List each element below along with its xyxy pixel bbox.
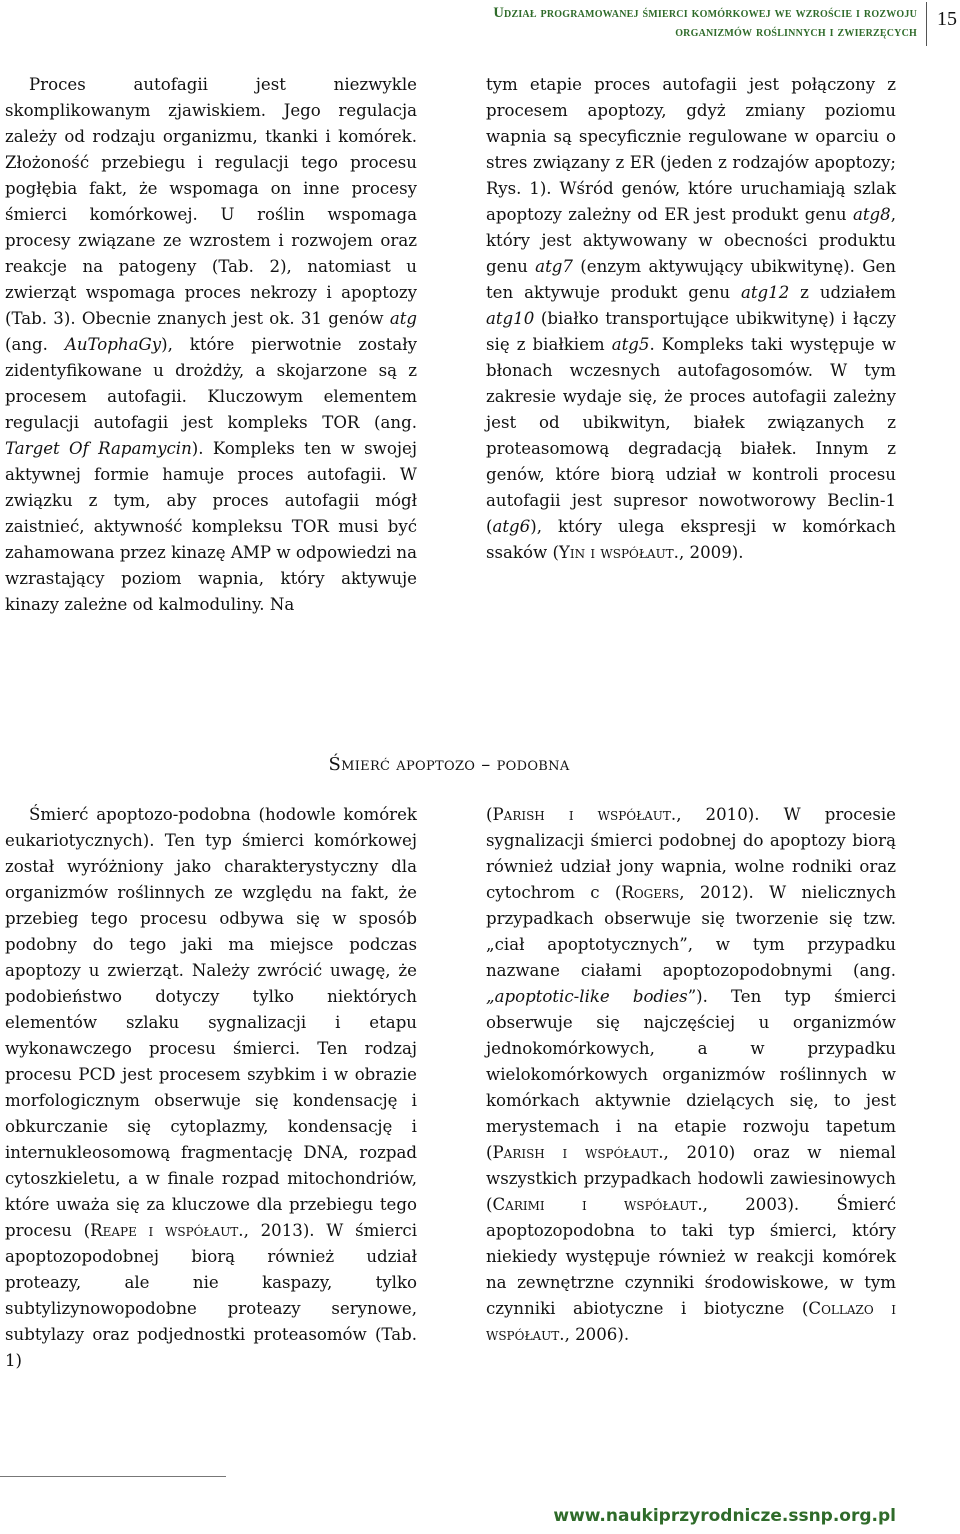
gene-name: atg <box>389 309 417 328</box>
text: ), który ulega ekspresji w komórkach ssaków ( <box>486 517 896 562</box>
header-line-2: organizmów roślinnych i zwierzęcych <box>675 24 917 40</box>
text: , który jest aktywowany w obecności produktu genu <box>486 205 896 276</box>
text: , 2013). W śmierci apoptozopodobnej biorą również udział proteazy, ale nie kaspazy, tylko subtylizynowopodobne proteazy serynowe, subtylazy oraz podjednostki proteasomów (Tab. 1) <box>5 1221 417 1370</box>
running-header <box>262 4 917 42</box>
column-1 <box>5 72 417 618</box>
gene-name: atg5 <box>611 335 650 354</box>
citation-author: Reape i współaut. <box>90 1221 244 1240</box>
text: , 2003). Śmierć apoptozopodobna to taki typ śmierci, który niekiedy występuje również w reakcji komórek na zewnętrzne czynniki środowiskowe, w tym czynniki abiotyczne i biotyczne ( <box>486 1195 896 1318</box>
column-4 <box>486 802 896 1348</box>
footer-url: www.naukiprzyrodnicze.ssnp.org.pl <box>553 1506 896 1526</box>
gene-name: atg8 <box>852 205 891 224</box>
text: , 2012). W nielicznych przypadkach obserwuje się tworzenie się tzw. „ciał apoptotycznych”, w tym przypadku nazwane ciałami apoptozopodobnymi (ang. <box>486 883 897 980</box>
text: (białko transportujące ubikwitynę) i łączy się z białkiem <box>486 309 896 354</box>
text: ”). Ten typ śmierci obserwuje się najczęściej u organizmów jednokomórkowych, a w przypadku wielokomórkowych organizmów roślinnych w komórkach aktywnie dzielących się, to jest merystemach i na etapie rozwoju tapetum ( <box>486 987 896 1162</box>
text: (ang. <box>5 335 65 354</box>
text: (enzym aktywujący ubikwitynę). Gen ten aktywuje produkt genu <box>486 257 896 302</box>
paragraph-autophagy-continued <box>486 72 896 566</box>
text: , 2006). <box>564 1325 630 1344</box>
term-italic: „apoptotic-like bodies <box>486 987 688 1006</box>
text: ). Kompleks ten w swojej aktywnej formie hamuje proces autofagii. W związku z tym, aby proces autofagii mógł zaistnieć, aktywność kompleksu TOR musi być zahamowana przez kinazę AMP w odpowiedzi na wzrastający poziom wapnia, który aktywuje kinazy zależne od kalmoduliny. Na <box>5 439 417 614</box>
gene-name: atg10 <box>486 309 535 328</box>
paragraph-apoptosis-like-continued <box>486 802 896 1348</box>
text: , 2010). W procesie sygnalizacji śmierci podobnej do apoptozy biorą również udział jony wapnia, wolne rodniki oraz cytochrom c ( <box>486 805 896 902</box>
footer-rule <box>0 1476 226 1477</box>
column-2 <box>486 72 896 566</box>
term-italic: Target Of Rapamycin <box>5 439 192 458</box>
gene-name: atg7 <box>535 257 573 276</box>
header-line-1: Udział programowanej śmierci komórkowej we wzroście i rozwoju <box>493 5 917 21</box>
text: ( <box>486 805 493 824</box>
text: Proces autofagii jest niezwykle skomplikowanym zjawiskiem. Jego regulacja zależy od rodzaju organizmu, tkanki i komórek. Złożoność przebiegu i regulacji tego procesu pogłębia fakt, że wspomaga on inne procesy śmierci komórkowej. U roślin wspomaga procesy związane ze wzrostem i rozwojem oraz reakcje na patogeny (Tab. 2), natomiast u zwierząt wspomaga proces nekrozy i apoptozy (Tab. 3). Obecnie znanych jest ok. 31 genów <box>5 75 417 328</box>
page-number: 15 <box>937 8 957 30</box>
gene-name: atg6 <box>492 517 531 536</box>
gene-name: atg12 <box>740 283 790 302</box>
section-title: Śmierć apoptozo – podobna <box>328 754 570 775</box>
text: tym etapie proces autofagii jest połączony z procesem apoptozy, gdyż zmiany poziomu wapnia są specyficznie regulowane w oparciu o stres związany z ER (jeden z rodzajów apoptozy; Rys. 1). Wśród genów, które uruchamiają szlak apoptozy zależny od ER jest produkt genu <box>486 75 896 224</box>
citation-author: Yin i współaut. <box>558 543 679 562</box>
text: z udziałem <box>789 283 897 302</box>
text: , 2009). <box>678 543 744 562</box>
citation-author: Rogers <box>621 883 680 902</box>
text: , 2010) oraz w niemal wszystkich przypadkach hodowli zawiesinowych ( <box>486 1143 896 1214</box>
citation-author: Carimi i współaut. <box>492 1195 703 1214</box>
citation-author: Parish i współaut. <box>492 1143 664 1162</box>
text: Śmierć apoptozo-podobna (hodowle komórek eukariotycznych). Ten typ śmierci komórkowej został wyróżniony jako charakterystyczny dla organizmów roślinnych ze względu na fakt, że przebieg tego procesu odbywa się w sposób podobny do tego jaki ma miejsce podczas apoptozy u zwierząt. Należy zwrócić uwagę, że podobieństwo dotyczy tylko niektórych elementów szlaku sygnalizacji i etapu wykonawczego procesu śmierci. Ten rodzaj procesu PCD jest procesem szybkim i w obrazie morfologicznym obserwuje się kondensację i obkurczanie się cytoplazmy, kondensację i internukleosomową fragmentację DNA, rozpad cytoszkieletu, a w finale rozpad mitochondriów, które uważa się za kluczowe dla przebiegu tego procesu ( <box>5 805 417 1240</box>
column-3 <box>5 802 417 1374</box>
term-italic: AuTophaGy <box>64 335 162 354</box>
paragraph-autophagy-regulation <box>5 72 417 618</box>
paragraph-apoptosis-like <box>5 802 417 1374</box>
citation-author: Collazo i współaut. <box>486 1299 896 1344</box>
citation-author: Parish i współaut. <box>492 805 677 824</box>
page-number-box <box>926 2 960 46</box>
text: ), które pierwotnie zostały zidentyfikowane u drożdży, a skojarzone są z procesem autofagii. Kluczowym elementem regulacji autofagii jest kompleks TOR (ang. <box>5 335 417 432</box>
text: . Kompleks taki występuje w błonach wczesnych autofagosomów. W tym zakresie wydaje się, że proces autofagii zależny jest od ubikwityn, białek związanych z proteasomową degradacją białek. Innym z genów, które biorą udział w kontroli procesu autofagii jest supresor nowotworowy Beclin-1 ( <box>486 335 896 536</box>
